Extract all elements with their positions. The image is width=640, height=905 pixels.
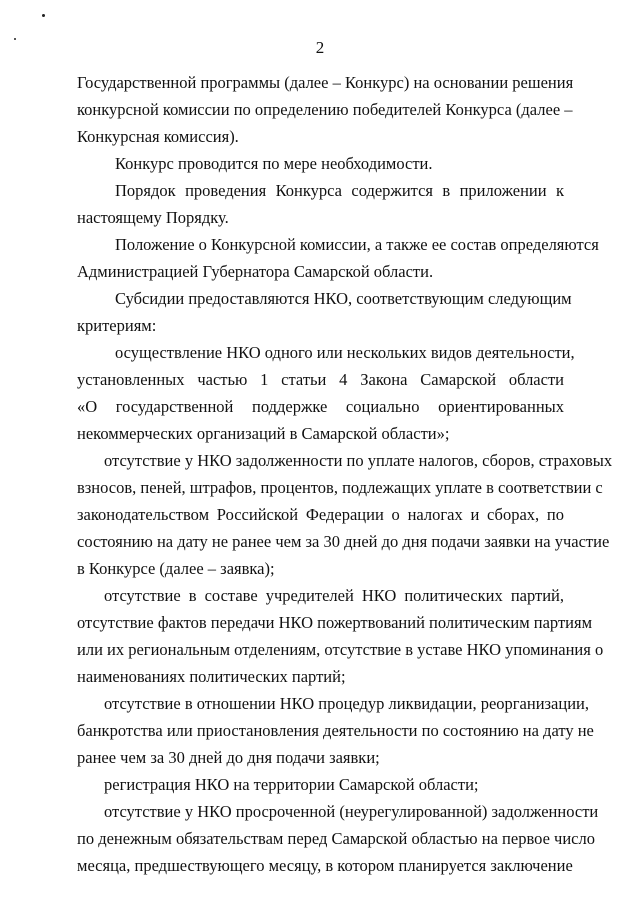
body-line: отсутствие у НКО задолженности по уплате налогов, сборов, страховых: [104, 451, 613, 470]
body-line: отсутствие в отношении НКО процедур ликвидации, реорганизации,: [104, 694, 589, 713]
body-line: Конкурсная комиссия).: [77, 127, 239, 146]
body-line: установленных частью 1 статьи 4 Закона Самарской области: [77, 370, 564, 389]
body-line: законодательством Российской Федерации о налогах и сборах, по: [77, 505, 564, 524]
body-line: состоянию на дату не ранее чем за 30 дней до дня подачи заявки на участие: [77, 532, 610, 551]
body-line: отсутствие у НКО просроченной (неурегулированной) задолженности: [104, 802, 599, 821]
body-line: по денежным обязательствам перед Самарской областью на первое число: [77, 829, 595, 848]
body-line: отсутствие в составе учредителей НКО политических партий,: [104, 586, 564, 605]
body-line: конкурсной комиссии по определению победителей Конкурса (далее –: [77, 100, 573, 119]
body-line: Положение о Конкурсной комиссии, а также ее состав определяются: [115, 235, 599, 254]
body-line: наименованиях политических партий;: [77, 667, 346, 686]
body-line: Государственной программы (далее – Конкурс) на основании решения: [77, 73, 574, 92]
body-line: месяца, предшествующего месяцу, в котором планируется заключение: [77, 856, 573, 875]
body-line: Порядок проведения Конкурса содержится в приложении к: [115, 181, 564, 200]
body-line: взносов, пеней, штрафов, процентов, подлежащих уплате в соответствии с: [77, 478, 603, 497]
body-line: Администрацией Губернатора Самарской области.: [77, 262, 434, 281]
body-line: банкротства или приостановления деятельности по состоянию на дату не: [77, 721, 594, 740]
body-line: осуществление НКО одного или нескольких видов деятельности,: [115, 343, 575, 362]
body-line: отсутствие фактов передачи НКО пожертвований политическим партиям: [77, 613, 593, 632]
body-line: критериям:: [77, 316, 157, 335]
body-line: регистрация НКО на территории Самарской области;: [104, 775, 479, 794]
scan-speck: [42, 14, 45, 17]
body-line: некоммерческих организаций в Самарской области»;: [77, 424, 450, 443]
body-line: «О государственной поддержке социально ориентированных: [77, 397, 564, 416]
body-line: Субсидии предоставляются НКО, соответствующим следующим: [115, 289, 572, 308]
body-line: ранее чем за 30 дней до дня подачи заявки;: [77, 748, 380, 767]
body-line: или их региональным отделениям, отсутствие в уставе НКО упоминания о: [77, 640, 604, 659]
body-line: в Конкурсе (далее – заявка);: [77, 559, 275, 578]
body-line: настоящему Порядку.: [77, 208, 229, 227]
page-number: 2: [315, 38, 325, 57]
body-line: Конкурс проводится по мере необходимости.: [115, 154, 433, 173]
